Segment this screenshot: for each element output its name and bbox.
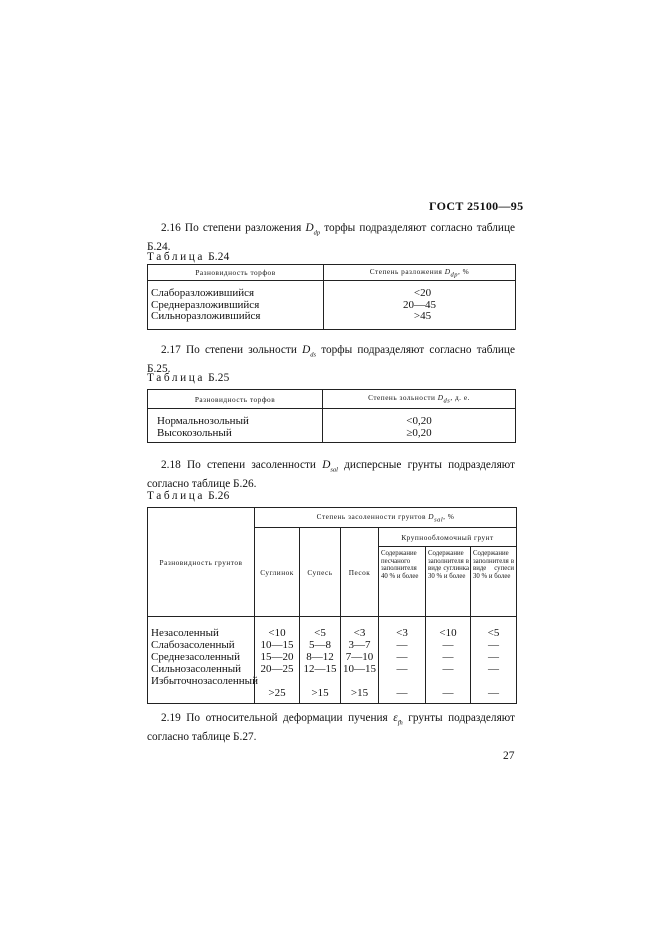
table-cell: — [396,663,408,675]
table-b25-names [148,409,323,443]
table-b26-coarse-subheader: Содержание заполнителя в виде суглинка 30 % и более [426,547,471,617]
table-b25-col1-header: Разновидность торфов [148,390,323,409]
table-cell: — [396,639,408,651]
paragraph-2-18: 2.18 По степени засоленности $D_{sal}$ дисперсные грунты подразделяют согласно таблице Б.26. [147,459,515,491]
table-b26-col [426,617,471,704]
paragraph-2-16: 2.16 По степени разложения $D_{dp}$ торфы подразделяют согласно таблице Б.24. [147,222,515,254]
table-b24-names [148,281,324,330]
table-cell: >15 [311,687,329,699]
table-row-label: Нормальнозольный [157,415,249,427]
table-cell: <5 [314,627,326,639]
table-row-label: Избыточнозасоленный [151,675,258,687]
table-row-label: Сильноразложившийся [151,310,261,323]
table-b26-col [255,617,300,704]
table-cell: 10—15 [343,663,376,675]
table-cell: <20 [413,287,432,299]
table-cell: 5—8 [309,639,331,651]
table-b26-group-header: Степень засоленности грунтов $D_{sal}$, % [255,508,517,528]
table-b26-caption: Таблица Б.26 [147,490,230,502]
table-b25 [147,389,516,443]
table-row-label: Слабозасоленный [151,639,235,651]
table-cell: <0,20 [406,415,432,427]
table-cell: 7—10 [345,651,374,663]
table-cell: — [442,687,454,699]
table-row-label: Сильнозасоленный [151,663,242,675]
table-cell: — [396,651,408,663]
table-cell: <10 [439,627,457,639]
table-b26-coarse-header: Крупнообломочный грунт [379,528,517,547]
table-b24-values [324,281,516,330]
table-cell: 15—20 [260,651,294,663]
table-cell: — [488,687,500,699]
paragraph-2-19: 2.19 По относительной деформации пучения $\varepsilon_{fh}$ грунты подразделяют согласно таблице Б.27. [147,712,515,744]
table-b24-col2-header: Степень разложения $D_{dp}$, % [324,265,516,281]
table-cell: — [396,687,408,699]
table-b24-caption: Таблица Б.24 [147,251,230,263]
table-b26-subheader: Суглинок [255,528,300,617]
table-cell: >15 [350,687,369,699]
table-cell: 8—12 [306,651,334,663]
table-cell: <5 [487,627,500,639]
table-cell: 20—45 [403,298,436,311]
table-row-label: Незасоленный [151,627,219,639]
table-b26-col1-header: Разновидность грунтов [148,508,255,617]
table-b24 [147,264,516,330]
table-row-label: Среднезасоленный [151,651,240,663]
table-b25-values [323,409,516,443]
table-cell: >25 [268,687,286,699]
table-cell: — [442,663,454,675]
table-cell: — [442,651,454,663]
table-b26 [147,507,517,704]
paragraph-2-17: 2.17 По степени зольности $D_{ds}$ торфы подразделяют согласно таблице Б.25. [147,344,515,376]
table-b24-col1-header: Разновидность торфов [148,265,324,281]
table-b26-names [148,617,258,704]
table-cell: <3 [396,627,408,639]
table-b26-col [471,617,517,704]
table-b26-col [341,617,379,704]
table-row-label: Высокозольный [157,426,232,439]
table-cell: — [488,651,500,663]
table-row-label: Среднеразложившийся [151,298,260,311]
table-cell: 12—15 [303,663,337,675]
page-number: 27 [503,750,515,762]
table-b26-col [300,617,341,704]
table-b26-subheader: Супесь [300,528,341,617]
table-cell: >45 [413,310,432,323]
document-header: ГОСТ 25100—95 [429,199,524,213]
table-row-label: Слаборазложившийся [151,287,255,299]
table-b25-caption: Таблица Б.25 [147,372,230,384]
table-cell: <10 [268,627,286,639]
table-cell: <3 [353,627,366,639]
table-cell: 20—25 [260,663,294,675]
table-cell: 3—7 [348,639,371,651]
table-b26-subheader: Песок [341,528,379,617]
table-cell: 10—15 [260,639,294,651]
table-cell: — [442,639,454,651]
table-cell: — [488,663,500,675]
table-b26-coarse-subheader: Содержание заполнителя в виде супеси 30 % и более [471,547,517,617]
table-b26-coarse-subheader: Содержание песчаного заполнителя 40 % и более [379,547,426,617]
table-b25-col2-header: Степень зольности $D_{ds}$, д. е. [323,390,516,409]
table-cell: — [488,639,500,651]
table-b26-col [379,617,426,704]
table-cell: ≥0,20 [406,426,432,439]
